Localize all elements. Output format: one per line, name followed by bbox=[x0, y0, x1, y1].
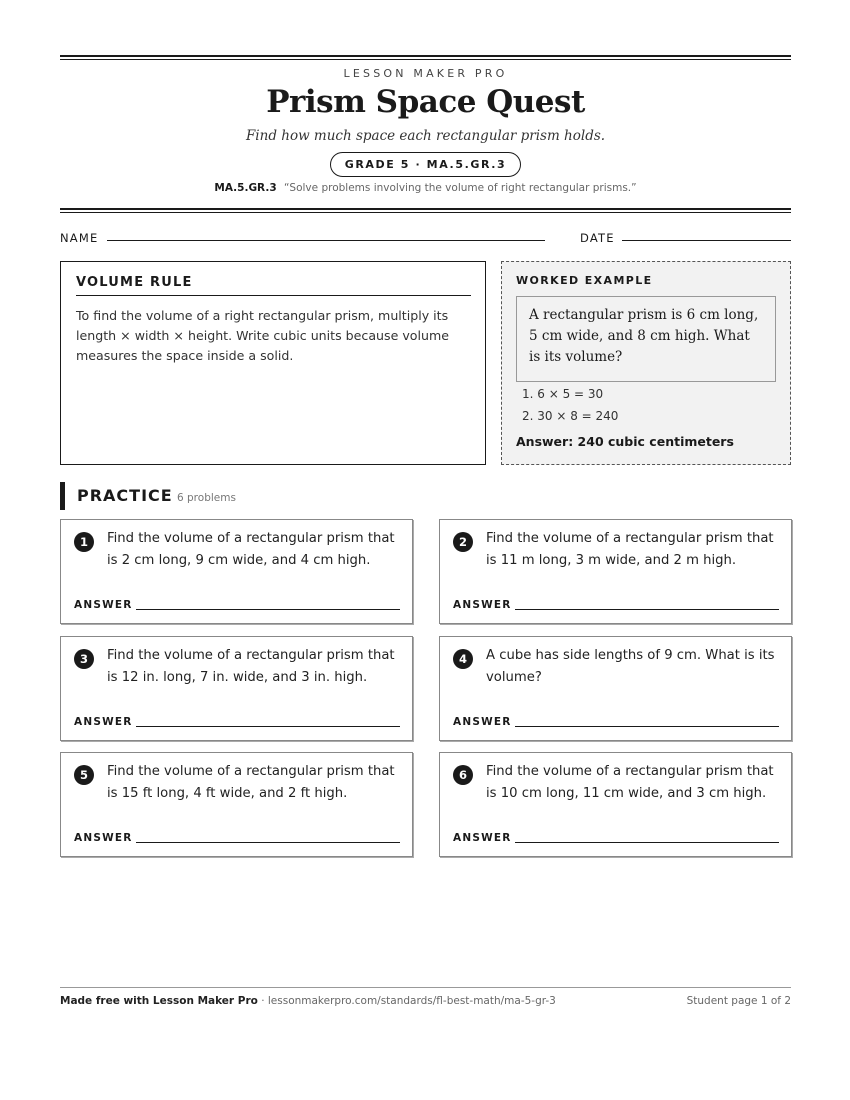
practice-count: 6 problems bbox=[177, 492, 236, 504]
volume-rule-heading: VOLUME RULE bbox=[76, 275, 471, 296]
problem-number-badge: 1 bbox=[74, 532, 94, 552]
page-subtitle: Find how much space each rectangular prism holds. bbox=[245, 128, 606, 144]
problem-card-2 bbox=[439, 519, 792, 624]
answer-label: ANSWER bbox=[453, 832, 512, 844]
worksheet-page bbox=[60, 0, 791, 1100]
answer-field[interactable] bbox=[515, 609, 779, 610]
practice-accent-bar bbox=[60, 482, 65, 510]
answer-label: ANSWER bbox=[74, 599, 133, 611]
practice-heading: PRACTICE bbox=[77, 486, 173, 505]
footer-page-number: Student page 1 of 2 bbox=[686, 995, 791, 1007]
footer-made-with: Made free with Lesson Maker Pro bbox=[60, 995, 258, 1007]
volume-rule-body: To find the volume of a right rectangular prism, multiply its length × width × height. Write cubic units because volume measures the space inside a solid. bbox=[76, 308, 449, 363]
problem-card-6 bbox=[439, 752, 792, 857]
answer-label: ANSWER bbox=[453, 716, 512, 728]
header-top-rule bbox=[60, 55, 791, 60]
problem-text: Find the volume of a rectangular prism that is 15 ft long, 4 ft wide, and 2 ft high. bbox=[107, 764, 395, 801]
answer-field[interactable] bbox=[515, 842, 779, 843]
footer-url[interactable]: · lessonmakerpro.com/standards/fl-best-math/ma-5-gr-3 bbox=[257, 995, 556, 1007]
standard-code: MA.5.GR.3 bbox=[214, 182, 277, 194]
footer-credit bbox=[60, 995, 556, 1007]
problem-number-badge: 2 bbox=[453, 532, 473, 552]
date-field[interactable] bbox=[622, 240, 791, 241]
problem-number-badge: 6 bbox=[453, 765, 473, 785]
name-label: NAME bbox=[60, 231, 99, 245]
problem-text: Find the volume of a rectangular prism that is 10 cm long, 11 cm wide, and 3 cm high. bbox=[486, 764, 774, 801]
brand-name: LESSON MAKER PRO bbox=[343, 67, 508, 80]
problem-card-4 bbox=[439, 636, 792, 741]
header-bottom-rule bbox=[60, 208, 791, 213]
footer-rule bbox=[60, 987, 791, 988]
problem-card-1 bbox=[60, 519, 413, 624]
worked-example-answer: Answer: 240 cubic centimeters bbox=[516, 434, 734, 449]
answer-label: ANSWER bbox=[74, 832, 133, 844]
worked-example-step: 1. 6 × 5 = 30 bbox=[522, 387, 604, 401]
problem-number-badge: 4 bbox=[453, 649, 473, 669]
answer-field[interactable] bbox=[515, 726, 779, 727]
answer-label: ANSWER bbox=[74, 716, 133, 728]
problem-text: Find the volume of a rectangular prism that is 2 cm long, 9 cm wide, and 4 cm high. bbox=[107, 531, 395, 568]
answer-field[interactable] bbox=[136, 609, 400, 610]
worked-example-question: A rectangular prism is 6 cm long, 5 cm wide, and 8 cm high. What is its volume? bbox=[516, 296, 776, 382]
grade-badge: GRADE 5 · MA.5.GR.3 bbox=[330, 152, 522, 177]
worked-example-step: 2. 30 × 8 = 240 bbox=[522, 409, 619, 423]
answer-field[interactable] bbox=[136, 726, 400, 727]
worked-example-box bbox=[501, 261, 791, 465]
standard-line bbox=[60, 182, 791, 194]
answer-label: ANSWER bbox=[453, 599, 512, 611]
problem-text: Find the volume of a rectangular prism that is 11 m long, 3 m wide, and 2 m high. bbox=[486, 531, 774, 568]
name-field[interactable] bbox=[107, 240, 545, 241]
problem-card-3 bbox=[60, 636, 413, 741]
problem-text: A cube has side lengths of 9 cm. What is its volume? bbox=[486, 648, 775, 685]
page-title: Prism Space Quest bbox=[266, 84, 585, 120]
standard-text: “Solve problems involving the volume of right rectangular prisms.” bbox=[283, 182, 637, 194]
problem-card-5 bbox=[60, 752, 413, 857]
worked-example-heading: WORKED EXAMPLE bbox=[516, 274, 653, 287]
date-label: DATE bbox=[580, 231, 615, 245]
problem-text: Find the volume of a rectangular prism that is 12 in. long, 7 in. wide, and 3 in. high. bbox=[107, 648, 395, 685]
problem-number-badge: 3 bbox=[74, 649, 94, 669]
problem-number-badge: 5 bbox=[74, 765, 94, 785]
answer-field[interactable] bbox=[136, 842, 400, 843]
volume-rule-box bbox=[60, 261, 486, 465]
